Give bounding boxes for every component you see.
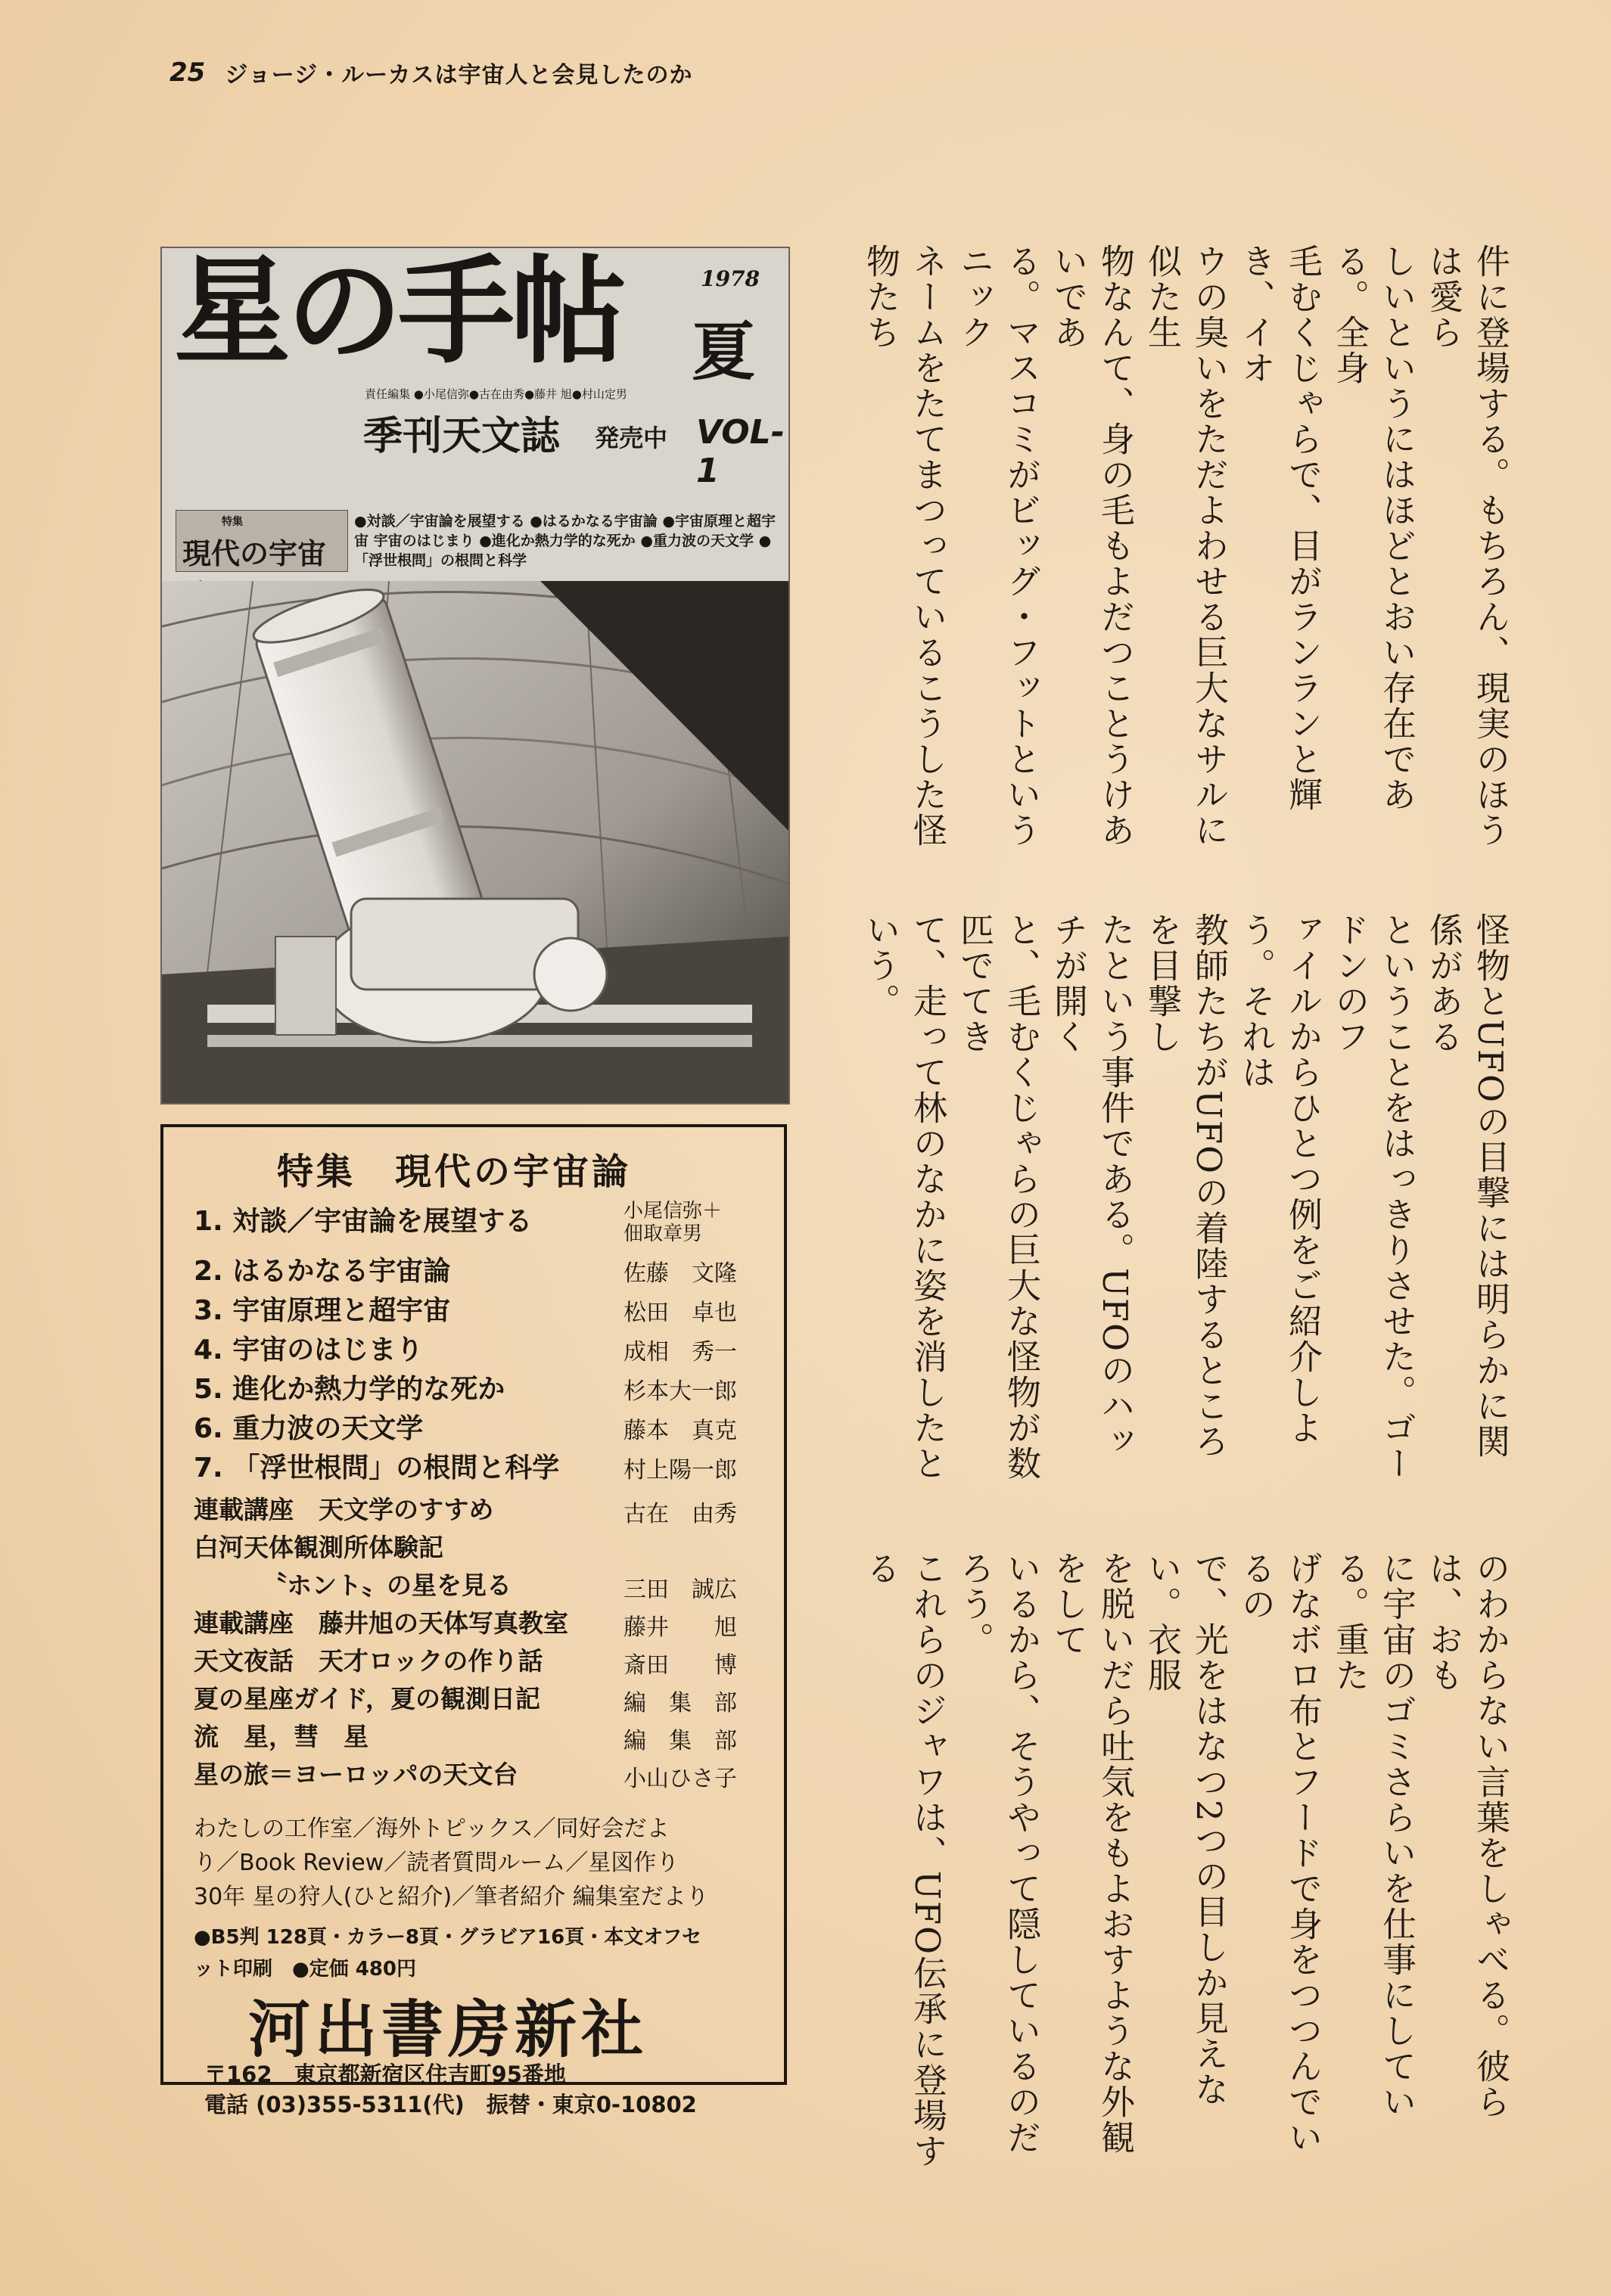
- body-line: 毛むくじゃらで、目がランランと輝き、イオ: [1236, 244, 1323, 812]
- misc-contents: [194, 1812, 769, 1914]
- misc-line: 30年 星の狩人(ひと紹介)／筆者紹介 編集室だより: [194, 1884, 709, 1910]
- address-line: 〒162 東京都新宿区住吉町95番地: [204, 2061, 566, 2087]
- contents-item: [194, 1679, 776, 1719]
- cover-editors: 責任編集 ●小尾信弥●古在由秀●藤井 旭●村山定男: [365, 387, 627, 401]
- contents-item-title: 1. 対談／宇宙論を展望する: [194, 1206, 533, 1237]
- body-line: ウの臭いをただよわせる巨大なサルに似た生: [1142, 244, 1229, 848]
- body-line: のわからない言葉をしゃべる。彼らは、おも: [1423, 1551, 1510, 2120]
- contents-item: [194, 1528, 776, 1567]
- contents-item-title: 夏の星座ガイド，夏の観測日記: [194, 1684, 541, 1713]
- body-line: を脱いだら吐気をもよおすような外観をして: [1048, 1551, 1135, 2155]
- contents-item: [194, 1717, 776, 1757]
- contents-item-title: 2. はるかなる宇宙論: [194, 1256, 451, 1287]
- body-line: て、走って林のなかに姿を消したという。: [860, 912, 947, 1481]
- contents-item-author: 藤井 旭: [624, 1614, 737, 1641]
- misc-line: わたしの工作室／海外トピックス／同好会だよ: [194, 1816, 670, 1842]
- body-line: る。マスコミがビッグ・フットというニック: [954, 244, 1041, 848]
- feature-badge-title: 現代の宇宙: [182, 537, 327, 570]
- book-spec: [194, 1922, 769, 1985]
- contents-item-author: 小山ひさ子: [624, 1766, 737, 1792]
- misc-line: り／Book Review／読者質問ルーム／星図作り: [194, 1850, 680, 1876]
- contents-item-author: 編 集 部: [624, 1728, 737, 1754]
- contents-item: [194, 1328, 776, 1368]
- contents-item-title: 白河天体観測所体験記: [194, 1533, 443, 1562]
- contents-item: [194, 1289, 776, 1328]
- contents-item-title: 〝ホント〟の星を見る: [262, 1571, 512, 1600]
- body-text-band-1: [855, 244, 1513, 867]
- running-title: ジョージ・ルーカスは宇宙人と会見したのか: [225, 62, 693, 89]
- contents-box: [160, 1124, 787, 2117]
- contents-item-title: 4. 宇宙のはじまり: [194, 1334, 424, 1365]
- contents-item-author: 佐藤 文隆: [624, 1260, 737, 1287]
- address-line: 電話 (03)355-5311(代) 振替・東京0-10802: [204, 2092, 697, 2117]
- contents-title: 特集 現代の宇宙論: [277, 1151, 632, 1193]
- body-line: 教師たちがUFOの着陸するところを目撃し: [1142, 912, 1229, 1460]
- contents-item-title: 連載講座 藤井旭の天体写真教室: [194, 1608, 568, 1638]
- contents-item-author: 三田 誠広: [624, 1577, 737, 1603]
- body-line: しいというにはほどとおい存在である。全身: [1330, 244, 1417, 812]
- body-line: これらのジャワは、UFO伝承に登場する: [860, 1551, 947, 2170]
- page-header: [169, 50, 693, 95]
- contents-item-author: 松田 卓也: [624, 1300, 737, 1326]
- feature-badge-small: 特集: [222, 516, 243, 528]
- contents-item-title: 天文夜話 天才ロックの作り話: [194, 1646, 543, 1676]
- publisher-name: 河出書房新社: [248, 1994, 648, 2066]
- contents-item: [194, 1490, 776, 1530]
- feature-badge: [176, 510, 348, 572]
- volume-label: VOL-1: [696, 413, 785, 490]
- body-line: と、毛むくじゃらの巨大な怪物が数匹でてき: [954, 912, 1041, 1481]
- on-sale-label: 発売中: [595, 424, 668, 452]
- contents-item-author: 杉本大一郎: [624, 1378, 737, 1405]
- contents-item-title: 5. 進化か熱力学的な死か: [194, 1374, 505, 1405]
- body-text-band-2: [855, 912, 1513, 1487]
- body-line: に宇宙のゴミさらいを仕事にしている。重た: [1330, 1551, 1417, 2120]
- contents-item-author: 古在 由秀: [624, 1501, 737, 1527]
- contents-item-author: 小尾信弥＋ 佃取章男: [624, 1200, 723, 1245]
- body-line: げなボロ布とフードで身をつつんでいるの: [1236, 1551, 1323, 2155]
- contents-item-title: 流 星，彗 星: [194, 1722, 369, 1751]
- body-line: ということをはっきりさせた。ゴードンのフ: [1330, 912, 1417, 1481]
- magazine-logo: 星の手帖: [174, 247, 623, 380]
- spec-line: ット印刷 ●定価 480円: [194, 1958, 417, 1981]
- body-line: たという事件である。UFOのハッチが開く: [1048, 912, 1135, 1460]
- telescope-photo: [162, 581, 788, 1103]
- feature-topics: ●対談／宇宙論を展望する ●はるかなる宇宙論 ●宇宙原理と超宇宙 宇宙のはじまり ●進化か熱力学的な死か ●重力波の天文学 ●「浮世根問」の根問と科学: [354, 513, 776, 569]
- body-line: 物なんて、身の毛もよだつことうけあいであ: [1048, 244, 1135, 848]
- contents-item-author: 成相 秀一: [624, 1339, 737, 1365]
- body-line: [855, 244, 857, 867]
- body-line: ァイルからひとつ例をご紹介しよう。それは: [1236, 912, 1323, 1446]
- contents-item: [194, 1250, 776, 1289]
- cover-season: 夏: [692, 314, 756, 389]
- contents-item-title: 6. 重力波の天文学: [194, 1413, 424, 1444]
- contents-item-author: 藤本 真克: [624, 1418, 737, 1444]
- contents-item-title: 7. 「浮世根問」の根問と科学: [194, 1452, 560, 1484]
- contents-item: [194, 1566, 776, 1605]
- contents-item: [194, 1200, 776, 1245]
- contents-item-title: 星の旅＝ヨーロッパの天文台: [194, 1760, 518, 1789]
- contents-item-title: 連載講座 天文学のすすめ: [194, 1495, 494, 1524]
- body-line: [855, 1551, 857, 2176]
- spec-line: ●B5判 128頁・カラー8頁・グラビア16頁・本文オフセ: [194, 1926, 702, 1949]
- contents-item-title: 3. 宇宙原理と超宇宙: [194, 1295, 451, 1326]
- body-line: ネームをたてまつっているこうした怪物たち: [860, 244, 947, 848]
- contents-item: [194, 1446, 776, 1486]
- body-line: 件に登場する。もちろん、現実のほうは愛ら: [1423, 244, 1510, 848]
- body-line: いるから、そうやって隠しているのだろう。: [954, 1551, 1041, 2155]
- contents-item: [194, 1755, 776, 1794]
- body-line: 怪物とUFOの目撃には明らかに関係がある: [1423, 912, 1510, 1460]
- body-text-band-3: [855, 1551, 1513, 2176]
- contents-item: [194, 1604, 776, 1643]
- contents-item: [194, 1642, 776, 1681]
- contents-item: [194, 1368, 776, 1407]
- cover-year: 1978: [701, 266, 760, 291]
- magazine-advertisement: [160, 247, 787, 2117]
- page-number: 25: [169, 57, 206, 88]
- contents-item: [194, 1407, 776, 1446]
- body-line: [855, 912, 857, 1487]
- contents-item-author: 村上陽一郎: [624, 1457, 737, 1484]
- contents-item-author: 斎田 博: [624, 1652, 737, 1679]
- magazine-cover: [160, 247, 790, 1105]
- publisher-address: [204, 2059, 697, 2120]
- body-line: で、光をはなつ2つの目しか見えない。衣服: [1142, 1551, 1229, 2108]
- contents-item-author: 編 集 部: [624, 1690, 737, 1717]
- cover-subtitle: 季刊天文誌: [363, 414, 561, 459]
